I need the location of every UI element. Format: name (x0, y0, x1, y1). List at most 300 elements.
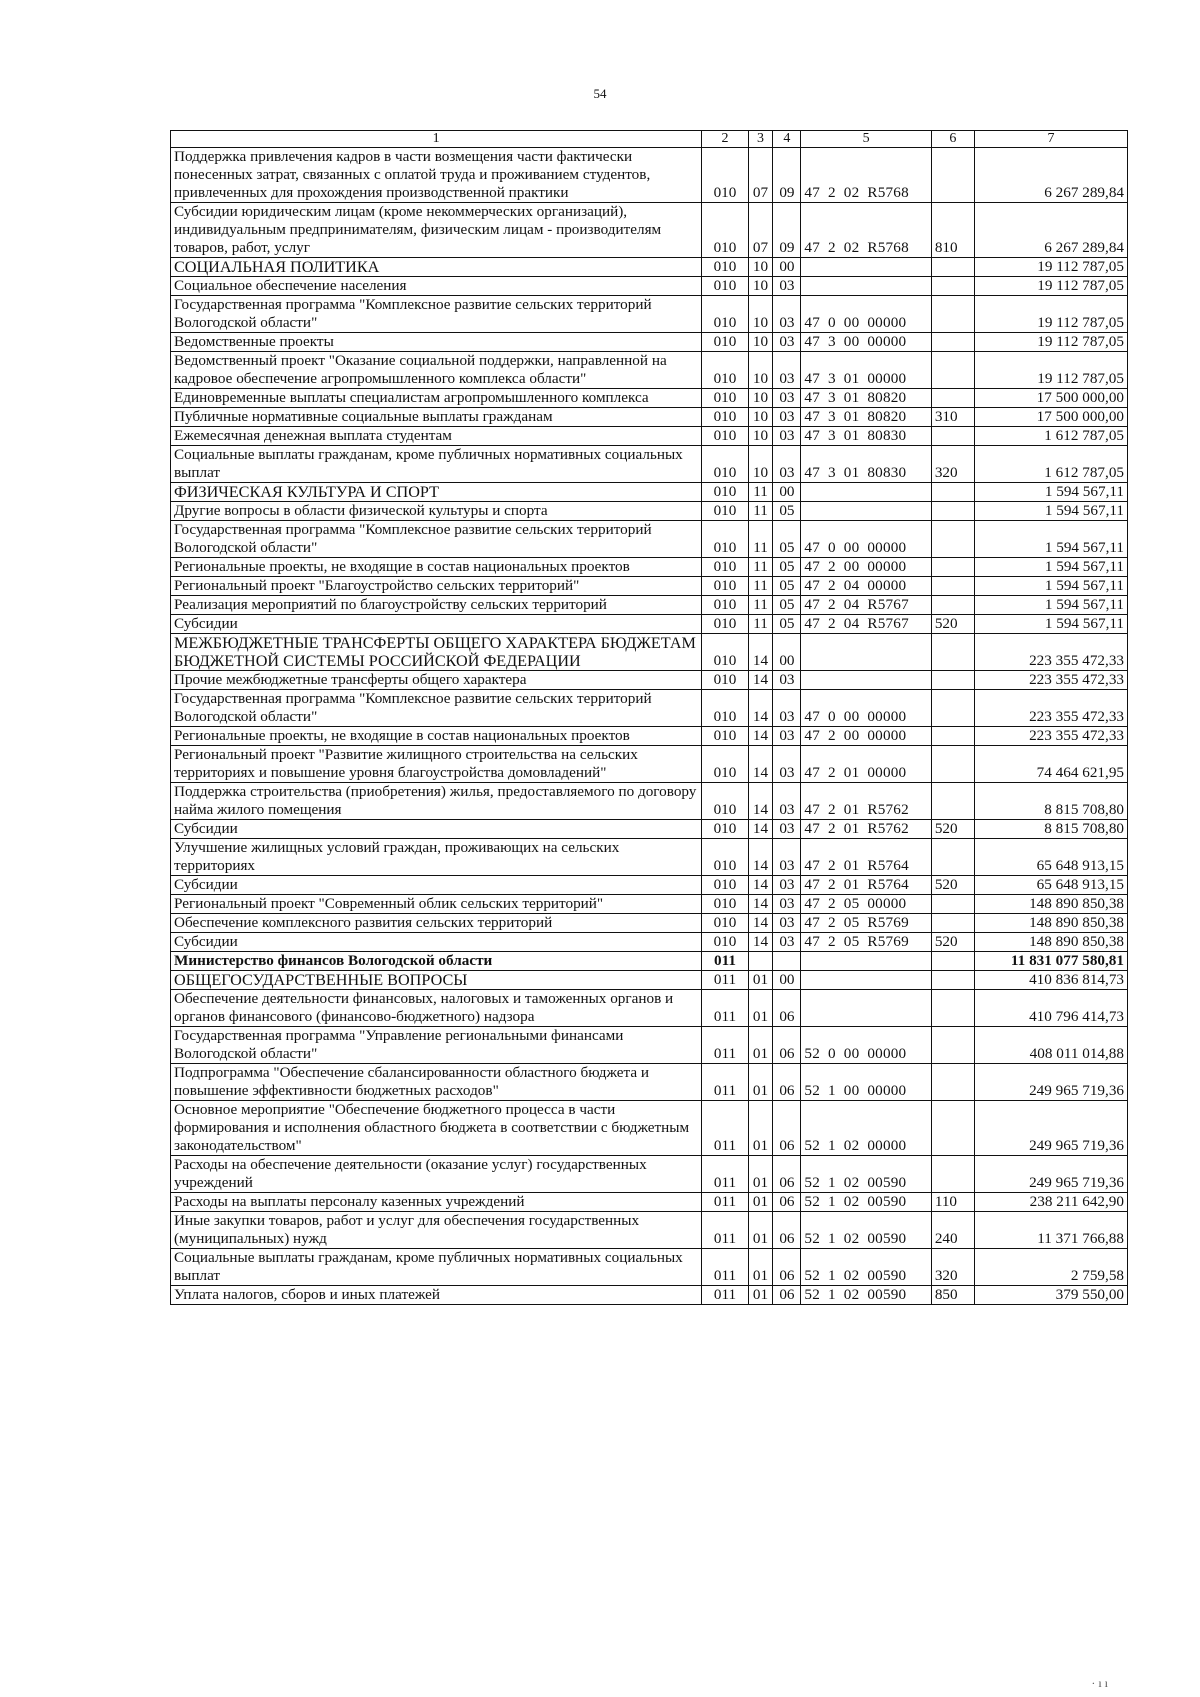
ministry-code-cell: 010 (702, 671, 748, 690)
section-code-cell: 11 (748, 483, 773, 502)
subsection-code-cell: 06 (773, 1064, 801, 1101)
amount-cell: 223 355 472,33 (974, 727, 1127, 746)
ministry-code-cell: 010 (702, 148, 748, 203)
target-article-code-cell: 52 1 02 00590 (801, 1212, 931, 1249)
subsection-code-cell: 09 (773, 203, 801, 258)
subsection-code-cell: 00 (773, 483, 801, 502)
row-name-cell: Государственная программа "Управление региональными финансами Вологодской области" (171, 1027, 702, 1064)
amount-cell: 1 594 567,11 (974, 615, 1127, 634)
subsection-code-cell: 05 (773, 558, 801, 577)
amount-cell: 19 112 787,05 (974, 352, 1127, 389)
table-row (171, 971, 1128, 990)
ministry-code-cell: 010 (702, 203, 748, 258)
row-name-cell: Субсидии (171, 933, 702, 952)
amount-cell: 1 612 787,05 (974, 446, 1127, 483)
amount-cell: 2 759,58 (974, 1249, 1127, 1286)
expense-type-code-cell (931, 352, 974, 389)
target-article-code-cell (801, 971, 931, 990)
amount-cell: 11 831 077 580,81 (974, 952, 1127, 971)
table-row (171, 1156, 1128, 1193)
subsection-code-cell: 03 (773, 389, 801, 408)
amount-cell: 238 211 642,90 (974, 1193, 1127, 1212)
budget-table (170, 130, 1128, 1305)
ministry-code-cell: 010 (702, 427, 748, 446)
expense-type-code-cell: 240 (931, 1212, 974, 1249)
table-row (171, 596, 1128, 615)
section-code-cell: 10 (748, 296, 773, 333)
ministry-code-cell: 010 (702, 914, 748, 933)
expense-type-code-cell (931, 258, 974, 277)
row-name-cell: Расходы на обеспечение деятельности (оказание услуг) государственных учреждений (171, 1156, 702, 1193)
expense-type-code-cell (931, 596, 974, 615)
ministry-code-cell: 011 (702, 1286, 748, 1305)
amount-cell: 1 594 567,11 (974, 502, 1127, 521)
section-code-cell: 10 (748, 277, 773, 296)
ministry-code-cell: 011 (702, 990, 748, 1027)
row-name-cell: Государственная программа "Комплексное развитие сельских территорий Вологодской области" (171, 521, 702, 558)
subsection-code-cell: 06 (773, 1286, 801, 1305)
table-row (171, 914, 1128, 933)
target-article-code-cell (801, 634, 931, 671)
expense-type-code-cell (931, 990, 974, 1027)
amount-cell: 19 112 787,05 (974, 333, 1127, 352)
section-code-cell: 11 (748, 596, 773, 615)
row-name-cell: ОБЩЕГОСУДАРСТВЕННЫЕ ВОПРОСЫ (171, 971, 702, 990)
row-name-cell: Подпрограмма "Обеспечение сбалансированности областного бюджета и повышение эффективности бюджетных расходов" (171, 1064, 702, 1101)
header-cell-4: 4 (773, 131, 801, 148)
row-name-cell: Региональный проект "Современный облик сельских территорий" (171, 895, 702, 914)
ministry-code-cell: 010 (702, 876, 748, 895)
expense-type-code-cell: 520 (931, 876, 974, 895)
table-row (171, 203, 1128, 258)
amount-cell: 249 965 719,36 (974, 1156, 1127, 1193)
table-row (171, 352, 1128, 389)
table-row (171, 148, 1128, 203)
table-row (171, 296, 1128, 333)
subsection-code-cell: 06 (773, 1027, 801, 1064)
target-article-code-cell: 52 1 02 00590 (801, 1249, 931, 1286)
expense-type-code-cell (931, 148, 974, 203)
table-row (171, 727, 1128, 746)
subsection-code-cell: 03 (773, 296, 801, 333)
row-name-cell: Социальные выплаты гражданам, кроме публичных нормативных социальных выплат (171, 1249, 702, 1286)
subsection-code-cell: 05 (773, 502, 801, 521)
table-row (171, 558, 1128, 577)
row-name-cell: Уплата налогов, сборов и иных платежей (171, 1286, 702, 1305)
table-row (171, 1286, 1128, 1305)
table-row (171, 521, 1128, 558)
target-article-code-cell (801, 258, 931, 277)
ministry-code-cell: 011 (702, 1027, 748, 1064)
table-row (171, 990, 1128, 1027)
subsection-code-cell: 03 (773, 333, 801, 352)
ministry-code-cell: 010 (702, 446, 748, 483)
ministry-code-cell: 011 (702, 952, 748, 971)
target-article-code-cell: 47 2 02 R5768 (801, 148, 931, 203)
target-article-code-cell (801, 277, 931, 296)
subsection-code-cell: 03 (773, 746, 801, 783)
expense-type-code-cell (931, 671, 974, 690)
amount-cell: 8 815 708,80 (974, 820, 1127, 839)
table-row (171, 876, 1128, 895)
table-row (171, 615, 1128, 634)
subsection-code-cell: 03 (773, 352, 801, 389)
row-name-cell: Региональный проект "Благоустройство сельских территорий" (171, 577, 702, 596)
table-row (171, 502, 1128, 521)
subsection-code-cell: 05 (773, 615, 801, 634)
ministry-code-cell: 011 (702, 1193, 748, 1212)
amount-cell: 1 594 567,11 (974, 596, 1127, 615)
ministry-code-cell: 010 (702, 727, 748, 746)
expense-type-code-cell (931, 839, 974, 876)
row-name-cell: СОЦИАЛЬНАЯ ПОЛИТИКА (171, 258, 702, 277)
ministry-code-cell: 010 (702, 783, 748, 820)
table-row (171, 427, 1128, 446)
ministry-code-cell: 010 (702, 615, 748, 634)
row-name-cell: Государственная программа "Комплексное развитие сельских территорий Вологодской области" (171, 690, 702, 727)
subsection-code-cell: 06 (773, 1101, 801, 1156)
row-name-cell: Социальные выплаты гражданам, кроме публичных нормативных социальных выплат (171, 446, 702, 483)
target-article-code-cell: 47 2 04 00000 (801, 577, 931, 596)
section-code-cell: 07 (748, 148, 773, 203)
subsection-code-cell: 09 (773, 148, 801, 203)
section-code-cell: 14 (748, 820, 773, 839)
section-code-cell: 10 (748, 389, 773, 408)
table-row (171, 1101, 1128, 1156)
ministry-code-cell: 011 (702, 1064, 748, 1101)
header-cell-7: 7 (974, 131, 1127, 148)
section-code-cell: 10 (748, 333, 773, 352)
target-article-code-cell: 47 2 01 R5764 (801, 839, 931, 876)
table-row (171, 258, 1128, 277)
subsection-code-cell: 03 (773, 914, 801, 933)
section-code-cell: 10 (748, 427, 773, 446)
target-article-code-cell: 47 2 05 00000 (801, 895, 931, 914)
section-code-cell: 01 (748, 1027, 773, 1064)
subsection-code-cell: 03 (773, 783, 801, 820)
subsection-code-cell: 06 (773, 1249, 801, 1286)
section-code-cell: 10 (748, 258, 773, 277)
subsection-code-cell: 03 (773, 727, 801, 746)
section-code-cell: 01 (748, 1212, 773, 1249)
table-row (171, 483, 1128, 502)
amount-cell: 17 500 000,00 (974, 408, 1127, 427)
ministry-code-cell: 010 (702, 258, 748, 277)
section-code-cell: 11 (748, 615, 773, 634)
section-code-cell: 10 (748, 408, 773, 427)
ministry-code-cell: 010 (702, 521, 748, 558)
ministry-code-cell: 011 (702, 971, 748, 990)
section-code-cell: 01 (748, 1156, 773, 1193)
target-article-code-cell (801, 502, 931, 521)
subsection-code-cell: 06 (773, 990, 801, 1027)
amount-cell: 408 011 014,88 (974, 1027, 1127, 1064)
target-article-code-cell (801, 990, 931, 1027)
section-code-cell: 14 (748, 746, 773, 783)
section-code-cell: 11 (748, 577, 773, 596)
table-row (171, 820, 1128, 839)
target-article-code-cell: 47 3 01 80820 (801, 408, 931, 427)
amount-cell: 410 836 814,73 (974, 971, 1127, 990)
expense-type-code-cell (931, 502, 974, 521)
table-row (171, 895, 1128, 914)
row-name-cell: Иные закупки товаров, работ и услуг для обеспечения государственных (муниципальных) нужд (171, 1212, 702, 1249)
expense-type-code-cell (931, 296, 974, 333)
target-article-code-cell: 47 2 01 R5764 (801, 876, 931, 895)
expense-type-code-cell (931, 634, 974, 671)
table-row (171, 1027, 1128, 1064)
expense-type-code-cell (931, 727, 974, 746)
scan-edge-mark: · ı ı (1091, 1676, 1108, 1690)
subsection-code-cell: 03 (773, 671, 801, 690)
amount-cell: 1 612 787,05 (974, 427, 1127, 446)
section-code-cell: 14 (748, 914, 773, 933)
ministry-code-cell: 010 (702, 502, 748, 521)
subsection-code-cell: 00 (773, 258, 801, 277)
expense-type-code-cell (931, 971, 974, 990)
amount-cell: 65 648 913,15 (974, 839, 1127, 876)
row-name-cell: Субсидии юридическим лицам (кроме некоммерческих организаций), индивидуальным предпринимателям, физическим лицам - производителям товаров, работ, услуг (171, 203, 702, 258)
row-name-cell: Поддержка привлечения кадров в части возмещения части фактически понесенных затрат, связанных с оплатой труда и проживанием студентов, привлеченных для прохождения производственной практики (171, 148, 702, 203)
row-name-cell: Расходы на выплаты персоналу казенных учреждений (171, 1193, 702, 1212)
expense-type-code-cell (931, 783, 974, 820)
ministry-code-cell: 010 (702, 296, 748, 333)
section-code-cell: 01 (748, 1193, 773, 1212)
subsection-code-cell: 03 (773, 408, 801, 427)
target-article-code-cell: 52 1 02 00590 (801, 1156, 931, 1193)
subsection-code-cell: 06 (773, 1212, 801, 1249)
ministry-code-cell: 010 (702, 933, 748, 952)
subsection-code-cell: 03 (773, 690, 801, 727)
target-article-code-cell (801, 671, 931, 690)
row-name-cell: Обеспечение комплексного развития сельских территорий (171, 914, 702, 933)
row-name-cell: Ведомственный проект "Оказание социальной поддержки, направленной на кадровое обеспечение агропромышленного комплекса области" (171, 352, 702, 389)
table-row (171, 333, 1128, 352)
table-row (171, 408, 1128, 427)
ministry-code-cell: 010 (702, 839, 748, 876)
target-article-code-cell: 52 0 00 00000 (801, 1027, 931, 1064)
amount-cell: 8 815 708,80 (974, 783, 1127, 820)
row-name-cell: Государственная программа "Комплексное развитие сельских территорий Вологодской области" (171, 296, 702, 333)
table-row (171, 1249, 1128, 1286)
subsection-code-cell: 00 (773, 634, 801, 671)
expense-type-code-cell: 520 (931, 933, 974, 952)
amount-cell: 223 355 472,33 (974, 690, 1127, 727)
expense-type-code-cell (931, 895, 974, 914)
expense-type-code-cell (931, 558, 974, 577)
target-article-code-cell: 52 1 02 00590 (801, 1193, 931, 1212)
expense-type-code-cell: 320 (931, 1249, 974, 1286)
amount-cell: 249 965 719,36 (974, 1101, 1127, 1156)
ministry-code-cell: 011 (702, 1249, 748, 1286)
amount-cell: 19 112 787,05 (974, 258, 1127, 277)
expense-type-code-cell (931, 427, 974, 446)
target-article-code-cell: 47 0 00 00000 (801, 296, 931, 333)
row-name-cell: Региональный проект "Развитие жилищного строительства на сельских территориях и повышение уровня благоустройства домовладений" (171, 746, 702, 783)
expense-type-code-cell (931, 577, 974, 596)
ministry-code-cell: 010 (702, 820, 748, 839)
table-row (171, 746, 1128, 783)
section-code-cell: 01 (748, 971, 773, 990)
row-name-cell: Основное мероприятие "Обеспечение бюджетного процесса в части формирования и исполнения областного бюджета в соответствии с бюджетным законодательством" (171, 1101, 702, 1156)
expense-type-code-cell (931, 1027, 974, 1064)
target-article-code-cell: 47 2 00 00000 (801, 558, 931, 577)
subsection-code-cell: 00 (773, 971, 801, 990)
amount-cell: 223 355 472,33 (974, 671, 1127, 690)
target-article-code-cell: 47 2 02 R5768 (801, 203, 931, 258)
table-row (171, 671, 1128, 690)
subsection-code-cell: 03 (773, 427, 801, 446)
table-row (171, 577, 1128, 596)
row-name-cell: Реализация мероприятий по благоустройству сельских территорий (171, 596, 702, 615)
target-article-code-cell: 47 3 01 80820 (801, 389, 931, 408)
amount-cell: 19 112 787,05 (974, 277, 1127, 296)
amount-cell: 410 796 414,73 (974, 990, 1127, 1027)
section-code-cell: 07 (748, 203, 773, 258)
ministry-code-cell: 010 (702, 577, 748, 596)
target-article-code-cell: 52 1 02 00590 (801, 1286, 931, 1305)
expense-type-code-cell: 850 (931, 1286, 974, 1305)
amount-cell: 148 890 850,38 (974, 914, 1127, 933)
table-header-row (171, 131, 1128, 148)
row-name-cell: Обеспечение деятельности финансовых, налоговых и таможенных органов и органов финансового (финансово-бюджетного) надзора (171, 990, 702, 1027)
expense-type-code-cell (931, 1156, 974, 1193)
table-row (171, 277, 1128, 296)
section-code-cell: 14 (748, 634, 773, 671)
target-article-code-cell: 47 3 01 80830 (801, 446, 931, 483)
row-name-cell: МЕЖБЮДЖЕТНЫЕ ТРАНСФЕРТЫ ОБЩЕГО ХАРАКТЕРА БЮДЖЕТАМ БЮДЖЕТНОЙ СИСТЕМЫ РОССИЙСКОЙ ФЕДЕРАЦИИ (171, 634, 702, 671)
subsection-code-cell: 05 (773, 577, 801, 596)
row-name-cell: Публичные нормативные социальные выплаты гражданам (171, 408, 702, 427)
section-code-cell: 14 (748, 671, 773, 690)
target-article-code-cell: 52 1 00 00000 (801, 1064, 931, 1101)
section-code-cell: 14 (748, 783, 773, 820)
header-cell-5: 5 (801, 131, 931, 148)
table-row (171, 1064, 1128, 1101)
header-cell-3: 3 (748, 131, 773, 148)
target-article-code-cell: 47 2 00 00000 (801, 727, 931, 746)
expense-type-code-cell (931, 1101, 974, 1156)
section-code-cell: 14 (748, 876, 773, 895)
row-name-cell: Региональные проекты, не входящие в состав национальных проектов (171, 727, 702, 746)
ministry-code-cell: 010 (702, 389, 748, 408)
section-code-cell: 01 (748, 990, 773, 1027)
row-name-cell: Субсидии (171, 876, 702, 895)
expense-type-code-cell: 520 (931, 820, 974, 839)
section-code-cell: 01 (748, 1286, 773, 1305)
ministry-code-cell: 010 (702, 277, 748, 296)
subsection-code-cell: 03 (773, 446, 801, 483)
subsection-code-cell: 03 (773, 820, 801, 839)
amount-cell: 19 112 787,05 (974, 296, 1127, 333)
row-name-cell: Региональные проекты, не входящие в состав национальных проектов (171, 558, 702, 577)
subsection-code-cell: 05 (773, 521, 801, 558)
amount-cell: 1 594 567,11 (974, 577, 1127, 596)
target-article-code-cell: 47 2 04 R5767 (801, 615, 931, 634)
section-code-cell: 14 (748, 690, 773, 727)
amount-cell: 379 550,00 (974, 1286, 1127, 1305)
subsection-code-cell: 03 (773, 933, 801, 952)
amount-cell: 223 355 472,33 (974, 634, 1127, 671)
header-cell-6: 6 (931, 131, 974, 148)
target-article-code-cell: 47 0 00 00000 (801, 690, 931, 727)
section-code-cell: 01 (748, 1064, 773, 1101)
ministry-code-cell: 010 (702, 746, 748, 783)
target-article-code-cell: 47 2 05 R5769 (801, 933, 931, 952)
target-article-code-cell (801, 952, 931, 971)
ministry-code-cell: 011 (702, 1156, 748, 1193)
ministry-code-cell: 010 (702, 352, 748, 389)
ministry-code-cell: 010 (702, 895, 748, 914)
amount-cell: 1 594 567,11 (974, 558, 1127, 577)
target-article-code-cell: 47 3 00 00000 (801, 333, 931, 352)
amount-cell: 249 965 719,36 (974, 1064, 1127, 1101)
table-row (171, 1212, 1128, 1249)
expense-type-code-cell: 320 (931, 446, 974, 483)
subsection-code-cell (773, 952, 801, 971)
subsection-code-cell: 06 (773, 1193, 801, 1212)
row-name-cell: Субсидии (171, 615, 702, 634)
section-code-cell: 14 (748, 895, 773, 914)
section-code-cell (748, 952, 773, 971)
table-row (171, 634, 1128, 671)
expense-type-code-cell (931, 483, 974, 502)
amount-cell: 148 890 850,38 (974, 895, 1127, 914)
expense-type-code-cell: 810 (931, 203, 974, 258)
amount-cell: 65 648 913,15 (974, 876, 1127, 895)
row-name-cell: ФИЗИЧЕСКАЯ КУЛЬТУРА И СПОРТ (171, 483, 702, 502)
section-code-cell: 01 (748, 1249, 773, 1286)
subsection-code-cell: 05 (773, 596, 801, 615)
amount-cell: 6 267 289,84 (974, 148, 1127, 203)
target-article-code-cell: 47 0 00 00000 (801, 521, 931, 558)
amount-cell: 148 890 850,38 (974, 933, 1127, 952)
header-cell-2: 2 (702, 131, 748, 148)
section-code-cell: 11 (748, 502, 773, 521)
target-article-code-cell: 47 2 01 00000 (801, 746, 931, 783)
row-name-cell: Ежемесячная денежная выплата студентам (171, 427, 702, 446)
expense-type-code-cell (931, 690, 974, 727)
section-code-cell: 14 (748, 933, 773, 952)
table-row (171, 389, 1128, 408)
subsection-code-cell: 03 (773, 277, 801, 296)
expense-type-code-cell: 110 (931, 1193, 974, 1212)
table-row (171, 1193, 1128, 1212)
header-cell-1: 1 (171, 131, 702, 148)
row-name-cell: Министерство финансов Вологодской области (171, 952, 702, 971)
table-row (171, 933, 1128, 952)
row-name-cell: Улучшение жилищных условий граждан, проживающих на сельских территориях (171, 839, 702, 876)
expense-type-code-cell (931, 746, 974, 783)
table-row (171, 446, 1128, 483)
expense-type-code-cell: 520 (931, 615, 974, 634)
expense-type-code-cell (931, 277, 974, 296)
row-name-cell: Субсидии (171, 820, 702, 839)
ministry-code-cell: 010 (702, 690, 748, 727)
ministry-code-cell: 011 (702, 1212, 748, 1249)
amount-cell: 1 594 567,11 (974, 483, 1127, 502)
ministry-code-cell: 010 (702, 596, 748, 615)
expense-type-code-cell (931, 389, 974, 408)
target-article-code-cell (801, 483, 931, 502)
target-article-code-cell: 47 3 01 80830 (801, 427, 931, 446)
table-row (171, 783, 1128, 820)
ministry-code-cell: 010 (702, 558, 748, 577)
ministry-code-cell: 011 (702, 1101, 748, 1156)
amount-cell: 11 371 766,88 (974, 1212, 1127, 1249)
target-article-code-cell: 47 2 01 R5762 (801, 820, 931, 839)
target-article-code-cell: 47 3 01 00000 (801, 352, 931, 389)
